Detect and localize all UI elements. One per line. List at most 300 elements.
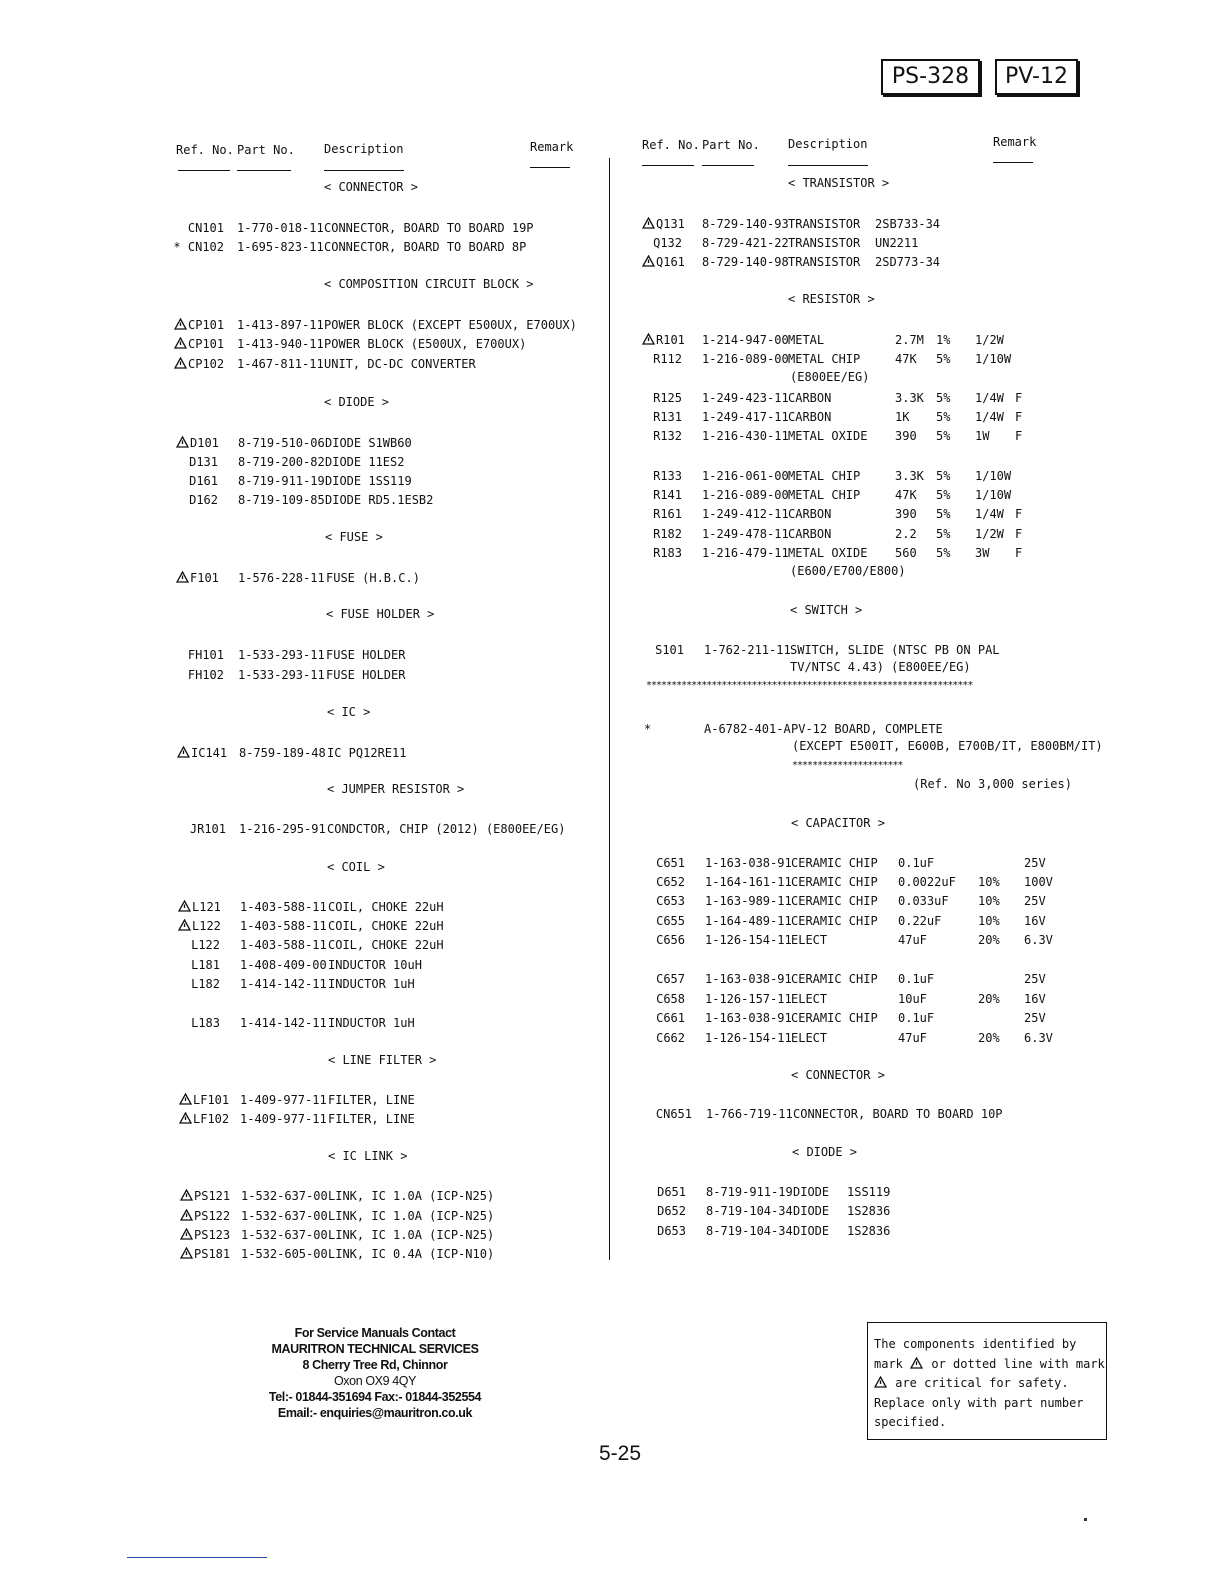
ref-number: PS123 [180, 1226, 230, 1244]
tolerance: 5% [936, 410, 951, 424]
section-heading-resistor: < RESISTOR > [788, 292, 875, 306]
ref-number: C662 [656, 1031, 685, 1045]
description: DIODE 1SS119 [325, 474, 412, 488]
description: CERAMIC CHIP [791, 875, 878, 889]
resistance-value: 2.7M [895, 333, 924, 347]
part-number: 1-403-588-11 [240, 900, 327, 914]
ref-number: CP102 [174, 355, 224, 373]
warning-triangle-icon [179, 1110, 192, 1128]
dotted-separator: ********************** [792, 760, 903, 771]
resistance-value: 390 [895, 429, 917, 443]
part-number: 1-533-293-11 [238, 648, 325, 662]
description: CONNECTOR, BOARD TO BOARD 19P [324, 221, 534, 235]
description: FILTER, LINE [328, 1093, 415, 1107]
bottom-rule [127, 1557, 267, 1558]
wattage: 1/4W [975, 507, 1004, 521]
service-contact-block [250, 1325, 500, 1421]
description: TRANSISTOR [788, 217, 861, 231]
col-header-desc: Description [324, 142, 404, 156]
wattage: 1/2W [975, 527, 1004, 541]
part-number: 1-163-038-91 [705, 856, 792, 870]
part-value: 2SB733-34 [875, 217, 941, 231]
tolerance: 20% [978, 1031, 1000, 1045]
ref-number: Q132 [653, 236, 682, 250]
part-number: 1-216-430-11 [702, 429, 789, 443]
warning-triangle-icon [177, 744, 190, 762]
warning-triangle-icon [178, 898, 191, 916]
description: CARBON [788, 410, 832, 424]
warning-triangle-icon [642, 215, 655, 233]
header-underline [237, 170, 291, 171]
description: CONDCTOR, CHIP (2012) (E800EE/EG) [327, 822, 566, 836]
description: DIODE [793, 1204, 830, 1218]
part-number: 1-126-157-11 [705, 992, 792, 1006]
part-number: 1-467-811-11 [237, 357, 324, 371]
description: COIL, CHOKE 22uH [328, 938, 444, 952]
voltage-rating: 25V [1024, 972, 1046, 986]
resistance-value: 3.3K [895, 469, 924, 483]
section-heading-diode: < DIODE > [324, 395, 390, 409]
ref-number: L122 [178, 917, 221, 935]
description: DIODE 11ES2 [325, 455, 405, 469]
wattage: 3W [975, 546, 990, 560]
warning-triangle-icon [180, 1207, 193, 1225]
description-continuation: (EXCEPT E500IT, E600B, E700B/IT, E800BM/IT) [792, 739, 1103, 753]
header-underline [530, 167, 570, 168]
part-number: 1-126-154-11 [705, 1031, 792, 1045]
description: ELECT [791, 933, 828, 947]
capacitance-value: 0.1uF [898, 1011, 935, 1025]
section-heading-ic-link: < IC LINK > [328, 1149, 408, 1163]
ref-number: * CN102 [173, 240, 224, 254]
col-header-remark: Remark [530, 140, 574, 154]
wattage: 1/4W [975, 391, 1004, 405]
part-number: 1-533-293-11 [238, 668, 325, 682]
safety-text: Replace only with part number [874, 1395, 1084, 1410]
ref-number: CN101 [187, 221, 224, 235]
col-header-remark: Remark [993, 135, 1037, 149]
safety-text: The components identified by [874, 1337, 1077, 1351]
contact-email: Email:- enquiries@mauritron.co.uk [277, 1406, 473, 1420]
part-number: 1-214-947-00 [702, 333, 789, 347]
section-heading-ic: < IC > [327, 705, 371, 719]
description: CERAMIC CHIP [791, 972, 878, 986]
description: INDUCTOR 10uH [328, 958, 422, 972]
part-number: A-6782-401-A [704, 722, 791, 736]
description-continuation: TV/NTSC 4.43) (E800EE/EG) [790, 660, 971, 674]
capacitance-value: 0.1uF [898, 856, 935, 870]
ref-number: C651 [656, 856, 685, 870]
description: CARBON [788, 391, 832, 405]
wattage: 1/10W [975, 469, 1012, 483]
fusible-mark: F [1015, 546, 1023, 560]
warning-triangle-icon [174, 355, 187, 373]
description: FUSE HOLDER [326, 648, 406, 662]
tolerance: 5% [936, 546, 951, 560]
ref-number: C661 [656, 1011, 685, 1025]
part-number: 1-126-154-11 [705, 933, 792, 947]
warning-triangle-icon [642, 253, 655, 271]
fusible-mark: F [1015, 507, 1023, 521]
ref-number: L121 [178, 898, 221, 916]
part-number: 1-216-061-00 [702, 469, 789, 483]
section-heading-connector: < CONNECTOR > [791, 1068, 885, 1082]
ref-number: L181 [191, 958, 220, 972]
dotted-separator: ***************************************************************** [646, 680, 973, 691]
part-value: 1SS119 [847, 1185, 891, 1199]
capacitance-value: 0.22uF [898, 914, 942, 928]
description-note: (E800EE/EG) [790, 370, 870, 384]
ref-number: S101 [655, 643, 684, 657]
description: METAL CHIP [788, 469, 861, 483]
description-note: (E600/E700/E800) [790, 564, 906, 578]
header-underline [642, 165, 694, 166]
part-number: 8-729-421-22 [702, 236, 789, 250]
description: CARBON [788, 527, 832, 541]
warning-triangle-icon [642, 331, 655, 349]
ref-number: R133 [653, 469, 682, 483]
contact-address: Oxon OX9 4QY [333, 1374, 417, 1388]
ref-number: D161 [189, 474, 218, 488]
description: FUSE HOLDER [326, 668, 406, 682]
page-number: 5-25 [598, 1442, 642, 1465]
header-underline [702, 165, 754, 166]
description: ELECT [791, 1031, 828, 1045]
description: DIODE [793, 1224, 830, 1238]
tolerance: 5% [936, 469, 951, 483]
resistance-value: 1K [895, 410, 910, 424]
tolerance: 5% [936, 527, 951, 541]
part-number: 1-409-977-11 [240, 1093, 327, 1107]
part-number: 1-576-228-11 [238, 571, 325, 585]
tolerance: 5% [936, 391, 951, 405]
part-value: 1S2836 [847, 1224, 891, 1238]
description: CERAMIC CHIP [791, 856, 878, 870]
wattage: 1/10W [975, 352, 1012, 366]
ref-number: R112 [653, 352, 682, 366]
tolerance: 20% [978, 933, 1000, 947]
part-number: 1-413-897-11 [237, 318, 324, 332]
header-underline [993, 162, 1033, 163]
capacitance-value: 47uF [898, 1031, 927, 1045]
ref-number: PS181 [180, 1245, 230, 1263]
tolerance: 5% [936, 429, 951, 443]
ref-number: D653 [657, 1224, 686, 1238]
part-number: 1-532-637-00 [241, 1228, 328, 1242]
header-underline [324, 170, 404, 171]
section-heading-transistor: < TRANSISTOR > [788, 176, 890, 190]
capacitance-value: 0.0022uF [898, 875, 956, 889]
wattage: 1/2W [975, 333, 1004, 347]
description: CERAMIC CHIP [791, 1011, 878, 1025]
part-value: 1S2836 [847, 1204, 891, 1218]
col-header-part: Part No. [702, 138, 760, 152]
ref-number: CP101 [174, 316, 224, 334]
part-number: 1-163-038-91 [705, 972, 792, 986]
description: COIL, CHOKE 22uH [328, 919, 444, 933]
description: DIODE S1WB60 [325, 436, 412, 450]
ref-number: L122 [191, 938, 220, 952]
ref-number: R183 [653, 546, 682, 560]
part-number: 1-762-211-11 [704, 643, 791, 657]
new-part-mark: * [644, 722, 652, 736]
voltage-rating: 16V [1024, 992, 1046, 1006]
part-number: 1-216-295-91 [239, 822, 326, 836]
col-header-ref: Ref. No. [642, 138, 700, 152]
part-number: 8-719-109-85 [238, 493, 325, 507]
safety-text: are critical for safety. [874, 1374, 1100, 1394]
capacitance-value: 0.033uF [898, 894, 949, 908]
description: SWITCH, SLIDE (NTSC PB ON PAL [790, 643, 1000, 657]
description: INDUCTOR 1uH [328, 977, 415, 991]
warning-triangle-icon [174, 335, 187, 353]
contact-line: For Service Manuals Contact [294, 1326, 456, 1340]
model-label-ps328: PS-328 [881, 59, 980, 95]
description: CONNECTOR, BOARD TO BOARD 8P [324, 240, 527, 254]
ref-number: R125 [653, 391, 682, 405]
part-number: 1-414-142-11 [240, 977, 327, 991]
part-number: 1-532-605-00 [241, 1247, 328, 1261]
scan-speck [1084, 1518, 1087, 1521]
contact-phone: Tel:- 01844-351694 Fax:- 01844-352554 [268, 1390, 482, 1404]
part-number: 8-719-104-34 [706, 1204, 793, 1218]
resistance-value: 560 [895, 546, 917, 560]
capacitance-value: 0.1uF [898, 972, 935, 986]
ref-number: C652 [656, 875, 685, 889]
section-heading-diode: < DIODE > [792, 1145, 858, 1159]
contact-company: MAURITRON TECHNICAL SERVICES [271, 1342, 479, 1356]
voltage-rating: 25V [1024, 894, 1046, 908]
description: PV-12 BOARD, COMPLETE [791, 722, 943, 736]
ref-number: JR101 [189, 822, 226, 836]
fusible-mark: F [1015, 527, 1023, 541]
voltage-rating: 6.3V [1024, 933, 1053, 947]
voltage-rating: 6.3V [1024, 1031, 1053, 1045]
col-header-ref: Ref. No. [176, 143, 234, 157]
col-header-part: Part No. [237, 143, 295, 157]
wattage: 1/10W [975, 488, 1012, 502]
ref-number: C657 [656, 972, 685, 986]
part-number: 8-719-510-06 [238, 436, 325, 450]
resistance-value: 2.2 [895, 527, 917, 541]
description: POWER BLOCK (E500UX, E700UX) [324, 337, 527, 351]
voltage-rating: 16V [1024, 914, 1046, 928]
wattage: 1/4W [975, 410, 1004, 424]
description: METAL CHIP [788, 488, 861, 502]
ref-number: D101 [176, 434, 219, 452]
description: CONNECTOR, BOARD TO BOARD 10P [793, 1107, 1003, 1121]
warning-triangle-icon [180, 1187, 193, 1205]
warning-triangle-icon [178, 917, 191, 935]
warning-triangle-icon [910, 1355, 923, 1375]
ref-number: Q131 [642, 215, 685, 233]
tolerance: 5% [936, 352, 951, 366]
fusible-mark: F [1015, 410, 1023, 424]
series-note: (Ref. No 3,000 series) [913, 777, 1072, 791]
part-number: 1-249-412-11 [702, 507, 789, 521]
description: CERAMIC CHIP [791, 894, 878, 908]
tolerance: 5% [936, 507, 951, 521]
ref-number: L183 [191, 1016, 220, 1030]
tolerance: 5% [936, 488, 951, 502]
ref-number: L182 [191, 977, 220, 991]
part-number: 1-532-637-00 [241, 1209, 328, 1223]
part-number: 1-408-409-00 [240, 958, 327, 972]
part-number: 1-695-823-11 [237, 240, 324, 254]
part-number: 1-413-940-11 [237, 337, 324, 351]
ref-number: C658 [656, 992, 685, 1006]
section-heading-line-filter: < LINE FILTER > [328, 1053, 437, 1067]
warning-triangle-icon [180, 1245, 193, 1263]
ref-number: C656 [656, 933, 685, 947]
warning-triangle-icon [176, 434, 189, 452]
tolerance: 1% [936, 333, 951, 347]
section-heading-jumper-resistor: < JUMPER RESISTOR > [327, 782, 465, 796]
section-heading-fuse-holder: < FUSE HOLDER > [326, 607, 435, 621]
section-heading-fuse: < FUSE > [325, 530, 383, 544]
ref-number: C655 [656, 914, 685, 928]
part-number: 1-249-478-11 [702, 527, 789, 541]
part-number: 8-729-140-98 [702, 255, 789, 269]
section-heading-composition-block: < COMPOSITION CIRCUIT BLOCK > [324, 277, 534, 291]
ref-number: CN651 [655, 1107, 692, 1121]
wattage: 1W [975, 429, 990, 443]
part-number: 1-164-161-11 [705, 875, 792, 889]
part-number: 1-216-479-11 [702, 546, 789, 560]
ref-number: R132 [653, 429, 682, 443]
safety-text: mark or dotted line with mark [874, 1355, 1100, 1375]
tolerance: 10% [978, 914, 1000, 928]
description: INDUCTOR 1uH [328, 1016, 415, 1030]
description: LINK, IC 1.0A (ICP-N25) [328, 1189, 495, 1203]
description: LINK, IC 1.0A (ICP-N25) [328, 1209, 495, 1223]
ref-number: C653 [656, 894, 685, 908]
ref-number: F101 [176, 569, 219, 587]
part-number: 1-414-142-11 [240, 1016, 327, 1030]
ref-number: R131 [653, 410, 682, 424]
col-header-desc: Description [788, 137, 868, 151]
description: DIODE RD5.1ESB2 [325, 493, 434, 507]
part-number: 1-409-977-11 [240, 1112, 327, 1126]
part-number: 1-403-588-11 [240, 938, 327, 952]
ref-number: PS121 [180, 1187, 230, 1205]
part-number: 1-770-018-11 [237, 221, 324, 235]
ref-number: D651 [657, 1185, 686, 1199]
warning-triangle-icon [176, 569, 189, 587]
voltage-rating: 100V [1024, 875, 1053, 889]
part-number: 8-719-104-34 [706, 1224, 793, 1238]
fusible-mark: F [1015, 391, 1023, 405]
description: CARBON [788, 507, 832, 521]
description: METAL OXIDE [788, 429, 868, 443]
part-value: UN2211 [875, 236, 919, 250]
description: IC PQ12RE11 [327, 746, 407, 760]
resistance-value: 47K [895, 352, 917, 366]
warning-triangle-icon [874, 1374, 887, 1394]
ref-number: PS122 [180, 1207, 230, 1225]
description: POWER BLOCK (EXCEPT E500UX, E700UX) [324, 318, 577, 332]
warning-triangle-icon [179, 1091, 192, 1109]
model-label-pv12: PV-12 [995, 59, 1078, 95]
voltage-rating: 25V [1024, 856, 1046, 870]
voltage-rating: 25V [1024, 1011, 1046, 1025]
part-number: 8-719-911-19 [238, 474, 325, 488]
description: TRANSISTOR [788, 255, 861, 269]
ref-number: R141 [653, 488, 682, 502]
capacitance-value: 47uF [898, 933, 927, 947]
description: FUSE (H.B.C.) [326, 571, 420, 585]
fusible-mark: F [1015, 429, 1023, 443]
column-divider [609, 158, 610, 1260]
ref-number: D652 [657, 1204, 686, 1218]
ref-number: LF101 [179, 1091, 229, 1109]
part-number: 8-719-200-82 [238, 455, 325, 469]
ref-number: D162 [189, 493, 218, 507]
section-heading-capacitor: < CAPACITOR > [791, 816, 885, 830]
part-number: 1-249-417-11 [702, 410, 789, 424]
description: METAL CHIP [788, 352, 861, 366]
part-number: 1-216-089-00 [702, 352, 789, 366]
section-heading-connector: < CONNECTOR > [324, 180, 418, 194]
part-number: 1-403-588-11 [240, 919, 327, 933]
resistance-value: 3.3K [895, 391, 924, 405]
ref-number: R161 [653, 507, 682, 521]
description: TRANSISTOR [788, 236, 861, 250]
ref-number: LF102 [179, 1110, 229, 1128]
tolerance: 10% [978, 875, 1000, 889]
part-value: 2SD773-34 [875, 255, 941, 269]
part-number: 1-532-637-00 [241, 1189, 328, 1203]
safety-text: specified. [874, 1415, 947, 1429]
warning-triangle-icon [174, 316, 187, 334]
section-heading-switch: < SWITCH > [790, 603, 863, 617]
tolerance: 10% [978, 894, 1000, 908]
ref-number: Q161 [642, 253, 685, 271]
ref-number: FH101 [187, 648, 224, 662]
description: LINK, IC 0.4A (ICP-N10) [328, 1247, 495, 1261]
ref-number: IC141 [177, 744, 227, 762]
resistance-value: 47K [895, 488, 917, 502]
part-number: 8-719-911-19 [706, 1185, 793, 1199]
contact-address: 8 Cherry Tree Rd, Chinnor [302, 1358, 448, 1372]
description: COIL, CHOKE 22uH [328, 900, 444, 914]
description: ELECT [791, 992, 828, 1006]
part-number: 1-164-489-11 [705, 914, 792, 928]
description: METAL [788, 333, 825, 347]
description: METAL OXIDE [788, 546, 868, 560]
description: FILTER, LINE [328, 1112, 415, 1126]
ref-number: CP101 [174, 335, 224, 353]
safety-notice [867, 1322, 1107, 1440]
part-number: 1-766-719-11 [706, 1107, 793, 1121]
resistance-value: 390 [895, 507, 917, 521]
ref-number: R101 [642, 331, 685, 349]
description: LINK, IC 1.0A (ICP-N25) [328, 1228, 495, 1242]
part-number: 1-249-423-11 [702, 391, 789, 405]
header-underline [178, 170, 230, 171]
description: UNIT, DC-DC CONVERTER [324, 357, 476, 371]
part-number: 1-216-089-00 [702, 488, 789, 502]
tolerance: 20% [978, 992, 1000, 1006]
description: CERAMIC CHIP [791, 914, 878, 928]
part-number: 8-729-140-93 [702, 217, 789, 231]
part-number: 1-163-038-91 [705, 1011, 792, 1025]
header-underline [788, 165, 868, 166]
section-heading-coil: < COIL > [327, 860, 385, 874]
capacitance-value: 10uF [898, 992, 927, 1006]
part-number: 1-163-989-11 [705, 894, 792, 908]
part-number: 8-759-189-48 [239, 746, 326, 760]
